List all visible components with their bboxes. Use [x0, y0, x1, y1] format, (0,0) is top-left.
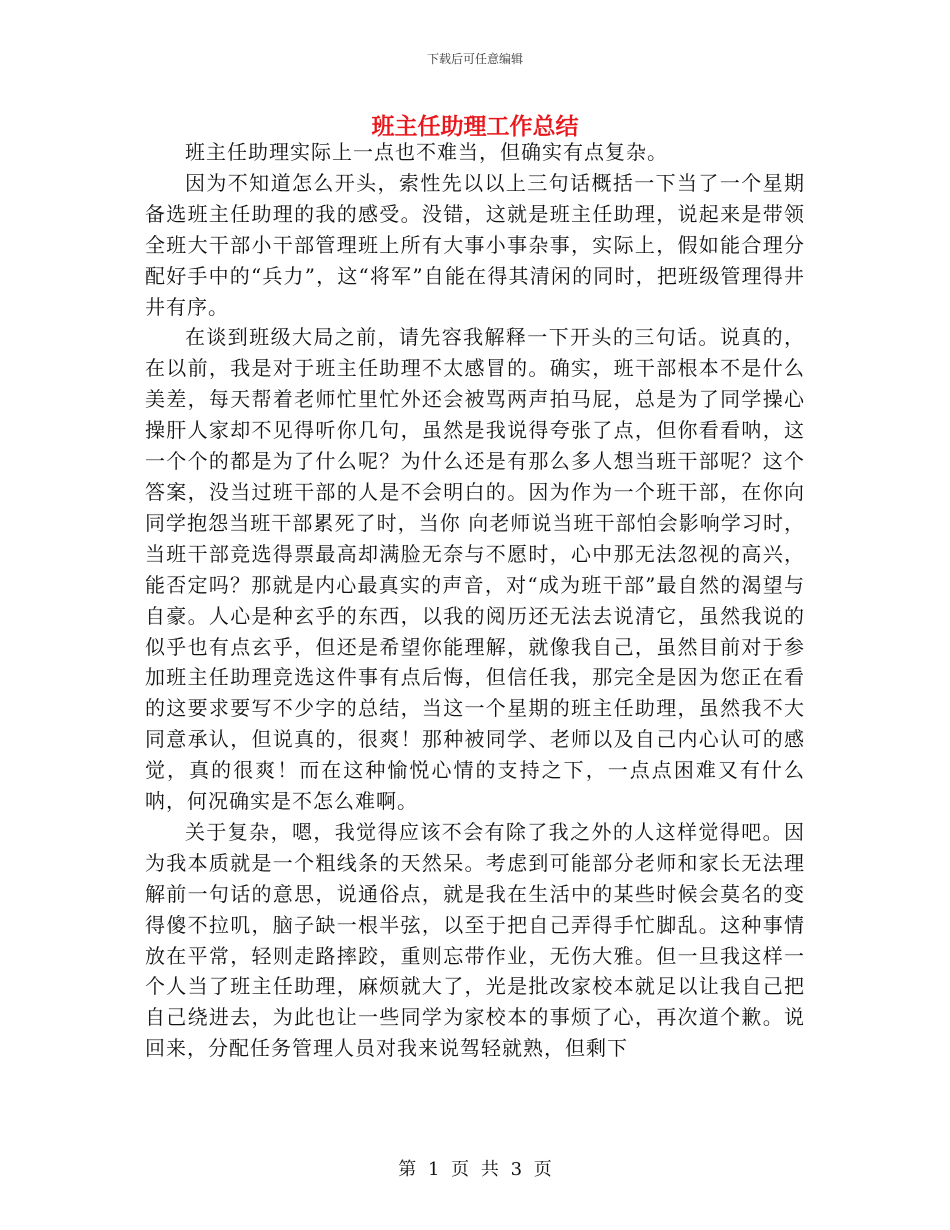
page-number-footer: 第 1 页 共 3 页: [398, 1159, 552, 1180]
page-header-note: 下载后可任意编辑: [426, 52, 523, 66]
paragraph: 因为不知道怎么开头，索性先以以上三句话概括一下当了一个星期备选班主任助理的我的感受。没错，这就是班主任助理，说起来是带领全班大干部小干部管理班上所有大事小事杂事，实际上，假如能合理分配好手中的“兵力”，这“将军”自能在得其清闲的同时，把班级管理得井井有序。: [145, 170, 805, 319]
paragraph: 在谈到班级大局之前，请先容我解释一下开头的三句话。说真的，在以前，我是对于班主任助理不太感冒的。确实，班干部根本不是什么美差，每天帮着老师忙里忙外还会被骂两声拍马屁，总是为了同学操心操肝人家却不见得听你几句，虽然是我说得夸张了点，但你看看呐，这一个个的都是为了什么呢？为什么还是有那么多人想当班干部呢？这个答案，没当过班干部的人是不会明白的。因为作为一个班干部，在你向同学抱怨当班干部累死了时，当你 向老师说当班干部怕会影响学习时，当班干部竞选得票最高却满脸无奈与不愿时，心中那无法忽视的高兴，能否定吗？那就是内心最真实的声音，对“成为班干部”最自然的渴望与自豪。人心是种玄乎的东西，以我的阅历还无法去说清它，虽然我说的似乎也有点玄乎，但还是希望你能理解，就像我自己，虽然目前对于参加班主任助理竞选这件事有点后悔，但信任我，那完全是因为您正在看的这要求要写不少字的总结，当这一个星期的班主任助理，虽然我不大同意承认，但说真的，很爽！那种被同学、老师以及自己内心认可的感觉，真的很爽！而在这种愉悦心情的支持之下，一点点困难又有什么呐，何况确实是不怎么难啊。: [145, 325, 805, 814]
paragraph: 关于复杂，嗯，我觉得应该不会有除了我之外的人这样觉得吧。因为我本质就是一个粗线条的天然呆。考虑到可能部分老师和家长无法理解前一句话的意思，说通俗点，就是我在生活中的某些时候会莫名的变得傻不拉叽，脑子缺一根半弦，以至于把自己弄得手忙脚乱。这种事情放在平常，轻则走路摔跤，重则忘带作业，无伤大雅。但一旦我这样一个人当了班主任助理，麻烦就大了，光是批改家校本就足以让我自己把自己绕进去，为此也让一些同学为家校本的事烦了心，再次道个歉。说回来，分配任务管理人员对我来说驾轻就熟，但剩下: [145, 819, 805, 1061]
document-title: 班主任助理工作总结: [371, 113, 579, 140]
document-body: [145, 137, 805, 1064]
paragraph: 班主任助理实际上一点也不难当，但确实有点复杂。: [185, 140, 668, 164]
